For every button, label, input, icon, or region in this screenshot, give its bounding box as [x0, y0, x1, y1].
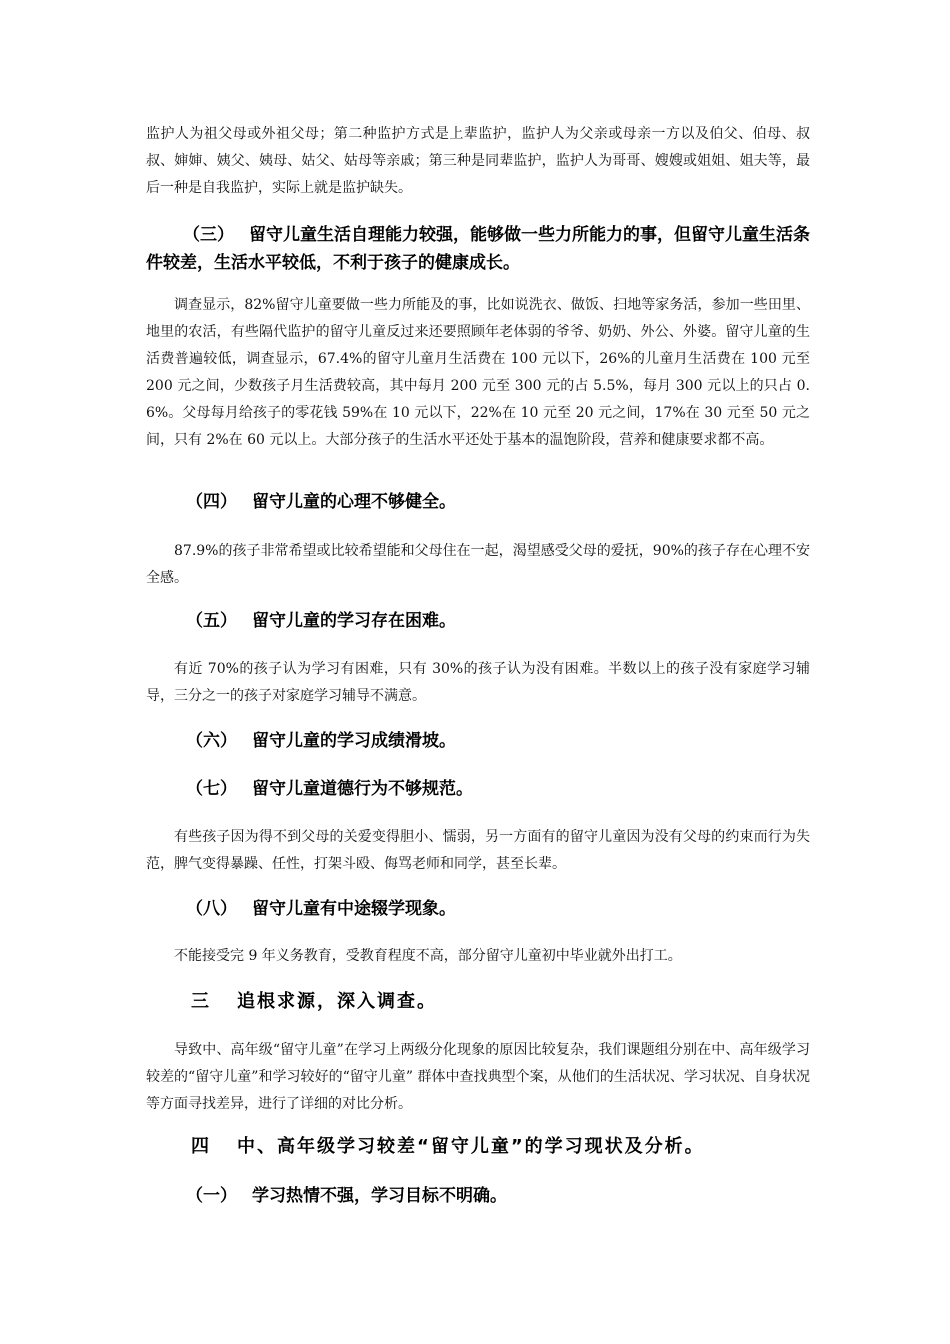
section-4-text: 中、高年级学习较差“留守儿童”的学习现状及分析。 — [237, 1136, 705, 1157]
paragraph-behavior: 有些孩子因为得不到父母的关爱变得胆小、懦弱，另一方面有的留守儿童因为没有父母的约束而行为失范，脾气变得暴躁、任性，打架斗殴、侮骂老师和同学，甚至长辈。 — [146, 829, 810, 872]
section-3-text: 追根求源，深入调查。 — [237, 991, 437, 1012]
heading-3-number: （三） — [183, 225, 234, 245]
heading-1 — [186, 1182, 507, 1210]
heading-5 — [186, 607, 456, 635]
heading-8 — [186, 895, 456, 923]
heading-8-text: 留守儿童有中途辍学现象。 — [252, 899, 456, 919]
heading-7 — [186, 775, 473, 803]
heading-5-number: （五） — [186, 611, 237, 631]
paragraph-living-conditions: 调查显示，82%留守儿童要做一些力所能及的事，比如说洗衣、做饭、扫地等家务活，参加一些田里、地里的农活，有些隔代监护的留守儿童反过来还要照顾年老体弱的爷爷、奶奶、外公、外婆。留守儿童的生活费普遍较低，调查显示，67.4%的留守儿童月生活费在 100 元以下，26%的儿童月生活费在 100 元至 200 元之间，少数孩子月生活费较高，其中每月 200 元至 300 元的占 5.5%，每月 300 元以上的只占 0.6%。父母每月给孩子的零花钱 59%在 10 元以下，22%在 10 元至 20 元之间，17%在 30 元至 50 元之间，只有 2%在 60 元以上。大部分孩子的生活水平还处于基本的温饱阶段，营养和健康要求都不高。 — [146, 297, 810, 448]
paragraph-dropout: 不能接受完 9 年义务教育，受教育程度不高，部分留守儿童初中毕业就外出打工。 — [174, 948, 682, 964]
heading-6 — [186, 727, 456, 755]
paragraph-guardianship: 监护人为祖父母或外祖父母；第二种监护方式是上辈监护，监护人为父亲或母亲一方以及伯父、伯母、叔叔、婶婶、姨父、姨母、姑父、姑母等亲戚；第三种是同辈监护，监护人为哥哥、嫂嫂或姐姐、姐夫等，最后一种是自我监护，实际上就是监护缺失。 — [146, 126, 810, 196]
section-3-heading — [191, 988, 437, 1016]
paragraph-learning-difficulty: 有近 70%的孩子认为学习有困难，只有 30%的孩子认为没有困难。半数以上的孩子没有家庭学习辅导，三分之一的孩子对家庭学习辅导不满意。 — [146, 661, 810, 704]
heading-5-text: 留守儿童的学习存在困难。 — [252, 611, 456, 631]
heading-4-text: 留守儿童的心理不够健全。 — [252, 492, 456, 512]
heading-4-number: （四） — [186, 492, 237, 512]
heading-8-number: （八） — [186, 899, 237, 919]
heading-3 — [146, 221, 810, 277]
heading-6-text: 留守儿童的学习成绩滑坡。 — [252, 731, 456, 751]
heading-7-text: 留守儿童道德行为不够规范。 — [252, 779, 473, 799]
heading-3-text: 留守儿童生活自理能力较强，能够做一些力所能力的事，但留守儿童生活条件较差，生活水平较低，不利于孩子的健康成长。 — [146, 225, 810, 273]
paragraph-investigation: 导致中、高年级“留守儿童”在学习上两级分化现象的原因比较复杂，我们课题组分别在中、高年级学习较差的“留守儿童”和学习较好的“留守儿童” 群体中查找典型个案，从他们的生活状况、学习状况、自身状况等方面寻找差异，进行了详细的对比分析。 — [146, 1042, 810, 1112]
heading-4 — [186, 488, 456, 516]
paragraph-psychology: 87.9%的孩子非常希望或比较希望能和父母住在一起，渴望感受父母的爱抚，90%的孩子存在心理不安全感。 — [146, 543, 810, 586]
heading-1-text: 学习热情不强，学习目标不明确。 — [252, 1186, 507, 1206]
heading-1-number: （一） — [186, 1186, 237, 1206]
heading-6-number: （六） — [186, 731, 237, 751]
heading-7-number: （七） — [186, 779, 237, 799]
section-4-heading — [191, 1133, 705, 1161]
section-3-number: 三 — [191, 991, 211, 1012]
section-4-number: 四 — [191, 1136, 211, 1157]
